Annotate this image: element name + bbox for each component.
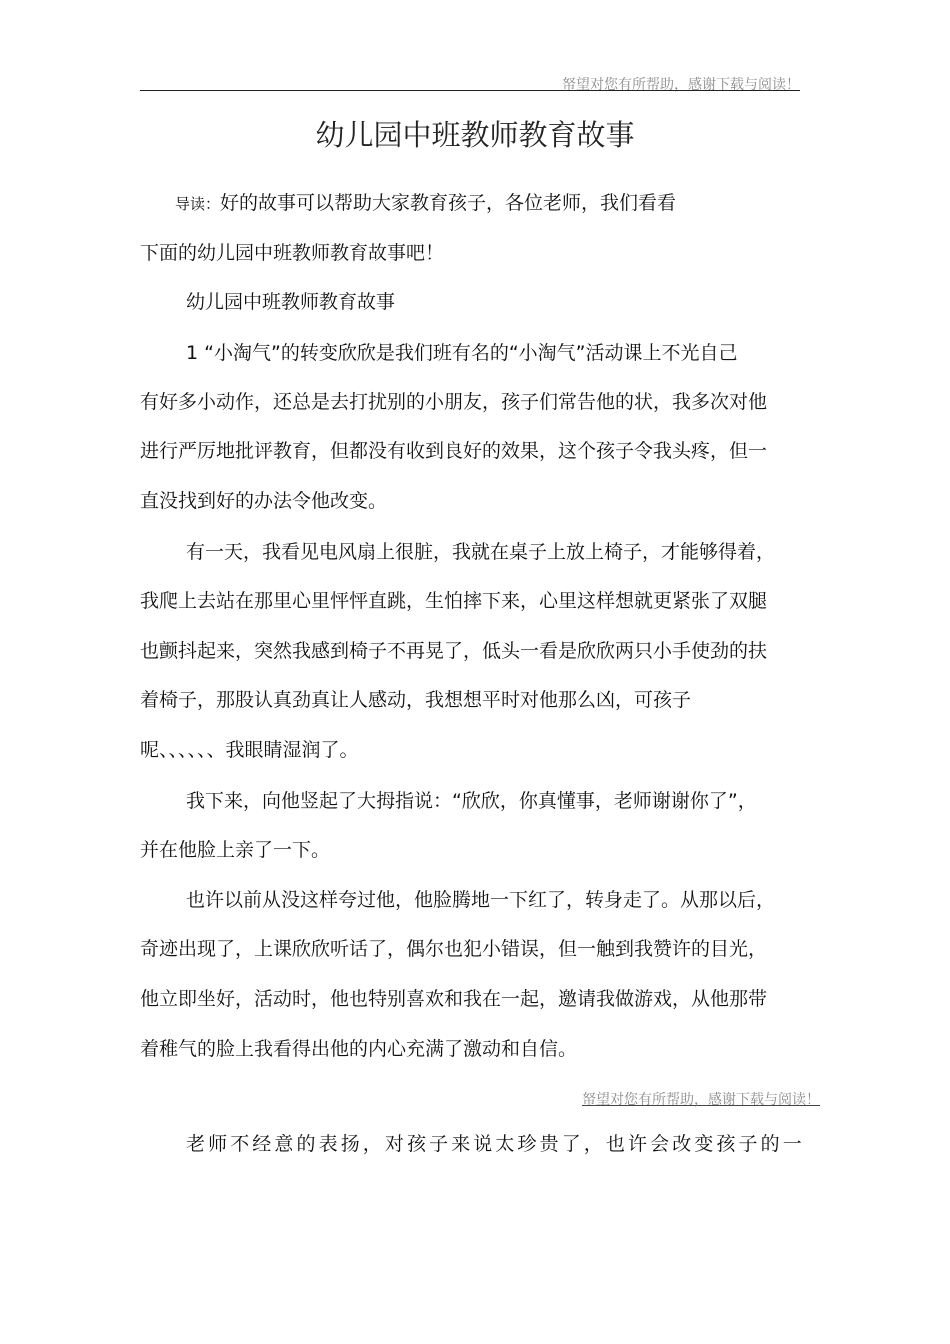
paragraph-2-line-5: 呢、、、、、、我眼睛湿润了。 (140, 739, 359, 761)
paragraph-1-line-1: 1 “小淘气”的转变欣欣是我们班有名的“小淘气”活动课上不光自己 (186, 342, 738, 364)
paragraph-3-line-1: 我下来，向他竖起了大拇指说：“欣欣，你真懂事，老师谢谢你了”， (186, 790, 757, 812)
paragraph-1-line-2: 有好多小动作，还总是去打扰别的小朋友，孩子们常告他的状，我多次对他 (140, 391, 768, 413)
paragraph-4-line-4: 着稚气的脸上我看得出他的内心充满了激动和自信。 (140, 1038, 578, 1060)
intro-line-2: 下面的幼儿园中班教师教育故事吧！ (140, 242, 445, 264)
intro-label: 导读： (175, 195, 221, 213)
paragraph-1-line-4: 直没找到好的办法令他改变。 (140, 490, 388, 512)
paragraph-2-line-3: 也颤抖起来，突然我感到椅子不再晃了，低头一看是欣欣两只小手使劲的扶 (140, 640, 768, 662)
paragraph-3-line-2: 并在他脸上亲了一下。 (140, 839, 331, 861)
paragraph-5-line-1: 老师不经意的表扬，对孩子来说太珍贵了，也许会改变孩子的一 (186, 1133, 805, 1155)
header-rule (140, 90, 800, 91)
header-note: 帑望对您有所帮助，感谢下载与阅读！ (562, 77, 800, 93)
paragraph-2-line-1: 有一天，我看见电风扇上很脏，我就在桌子上放上椅子，才能够得着， (186, 541, 776, 563)
paragraph-1-line-3: 进行严厉地批评教育，但都没有收到良好的效果，这个孩子令我头疼，但一 (140, 440, 768, 462)
intro-text-1: 好的故事可以帮助大家教育孩子，各位老师，我们看看 (220, 192, 677, 214)
footer-note: 帑望对您有所帮助，感谢下载与阅读！ (582, 1092, 820, 1108)
paragraph-4-line-2: 奇迹出现了，上课欣欣听话了，偶尔也犯小错误，但一触到我赞许的目光， (140, 938, 768, 960)
paragraph-2-line-2: 我爬上去站在那里心里怦怦直跳，生怕摔下来，心里这样想就更紧张了双腿 (140, 590, 768, 612)
story-subtitle: 幼儿园中班教师教育故事 (186, 291, 396, 313)
page-title: 幼儿园中班教师教育故事 (315, 118, 635, 152)
paragraph-4-line-3: 他立即坐好，活动时，他也特别喜欢和我在一起，邀请我做游戏，从他那带 (140, 988, 768, 1010)
intro-line-1 (175, 192, 676, 215)
paragraph-2-line-4: 着椅子，那股认真劲真让人感动，我想想平时对他那么凶，可孩子 (140, 689, 692, 711)
paragraph-4-line-1: 也许以前从没这样夸过他，他脸腾地一下红了，转身走了。从那以后， (186, 889, 776, 911)
